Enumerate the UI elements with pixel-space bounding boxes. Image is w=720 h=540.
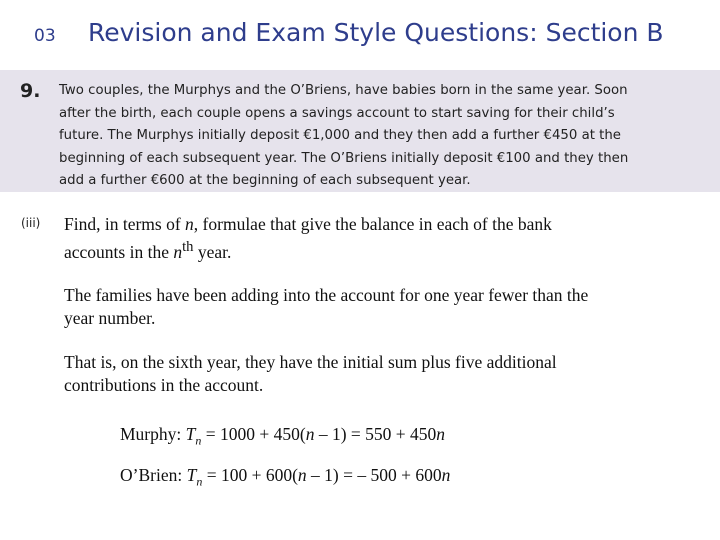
- formula-label: O’Brien:: [120, 465, 187, 485]
- explanation-paragraph-2: [64, 351, 557, 397]
- question-line: add a further €600 at the beginning of each subsequent year.: [59, 173, 471, 188]
- variable-n: n: [441, 465, 451, 485]
- part-label: (iii): [21, 216, 41, 230]
- prompt-text: year.: [193, 241, 232, 262]
- formula-text: – 1) = – 500 + 600: [306, 465, 442, 485]
- formula-subscript: n: [196, 474, 203, 489]
- variable-n: n: [297, 465, 307, 485]
- question-number: 9.: [20, 80, 41, 102]
- obrien-formula: [120, 465, 450, 490]
- variable-n: n: [305, 424, 315, 444]
- murphy-formula: [120, 424, 445, 449]
- prompt-line: [64, 213, 552, 236]
- prompt-text: Find, in terms of: [64, 214, 186, 234]
- question-line: future. The Murphys initially deposit €1,000 and they then add a further €450 at the: [59, 128, 621, 143]
- formula-term: T: [185, 424, 196, 444]
- formula-text: = 1000 + 450(: [201, 424, 306, 444]
- formula-text: – 1) = 550 + 450: [314, 424, 437, 444]
- formula-subscript: n: [195, 433, 202, 448]
- question-line: after the birth, each couple opens a savings account to start saving for their child’s: [59, 105, 615, 121]
- page-title: Revision and Exam Style Questions: Section B: [88, 18, 664, 47]
- part-prompt: [64, 213, 552, 264]
- question-text: [59, 80, 709, 193]
- ordinal-suffix: th: [182, 239, 194, 255]
- variable-n: n: [173, 241, 183, 262]
- formula-label: Murphy:: [120, 424, 186, 444]
- explanation-line: That is, on the sixth year, they have the initial sum plus five additional: [64, 352, 557, 372]
- question-line: Two couples, the Murphys and the O’Briens, have babies born in the same year. Soon: [59, 83, 628, 98]
- explanation-line: year number.: [64, 308, 156, 328]
- formula-text: = 100 + 600(: [202, 465, 298, 485]
- explanation-paragraph-1: [64, 284, 588, 330]
- question-line: beginning of each subsequent year. The O’Briens initially deposit €100 and they then: [59, 150, 629, 166]
- variable-n: n: [185, 214, 194, 234]
- variable-n: n: [436, 424, 446, 444]
- prompt-text: , formulae that give the balance in each of the bank: [193, 214, 552, 234]
- formula-term: T: [186, 465, 197, 485]
- explanation-line: The families have been adding into the account for one year fewer than the: [64, 285, 589, 305]
- explanation-line: contributions in the account.: [64, 375, 264, 395]
- chapter-number: 03: [34, 26, 56, 46]
- prompt-text: accounts in the: [64, 241, 174, 262]
- prompt-line: [64, 236, 552, 264]
